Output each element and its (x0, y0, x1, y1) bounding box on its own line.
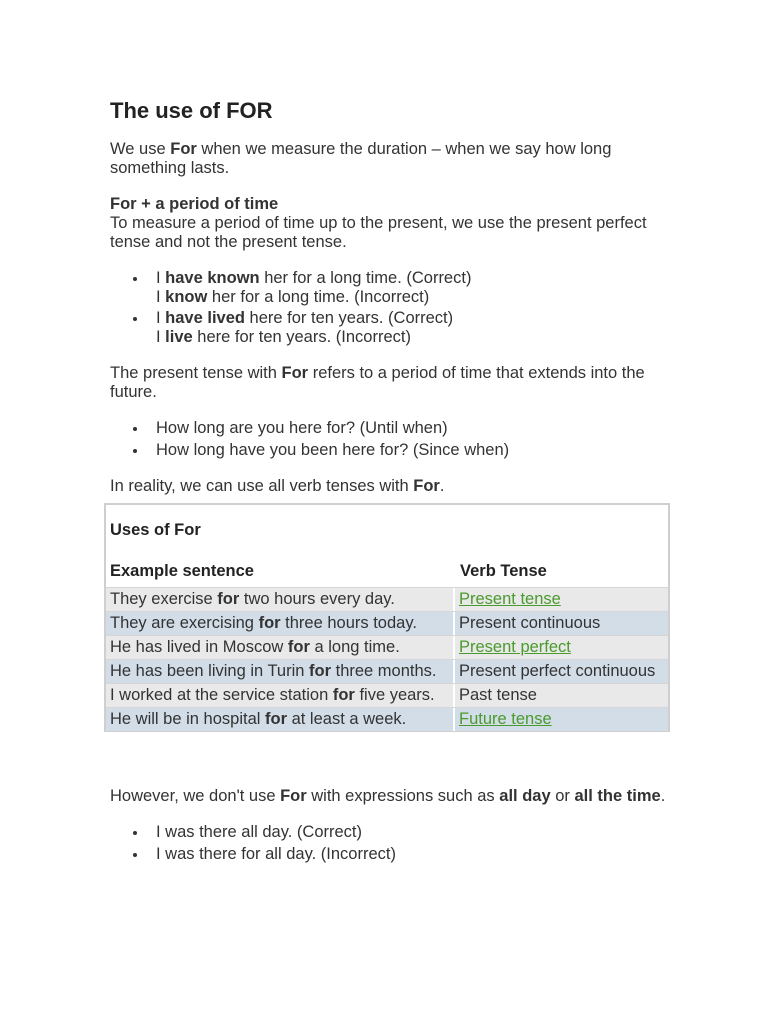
list-item: I was there for all day. (Incorrect) (156, 845, 670, 864)
example-cell: He will be in hospital for at least a week. (106, 708, 455, 731)
table-caption: Uses of For (110, 521, 201, 539)
intro-paragraph: We use For when we measure the duration – when we say how long something lasts. (110, 140, 612, 177)
table-row (106, 611, 668, 635)
tense-link[interactable]: Future tense (459, 710, 552, 728)
tense-cell: Past tense (455, 684, 668, 707)
tense-cell (455, 708, 668, 731)
document-body-continued (110, 787, 670, 864)
tense-cell (455, 636, 668, 659)
tense-link[interactable]: Present perfect (459, 638, 571, 656)
example-cell: They are exercising for three hours today. (106, 612, 455, 635)
reality-paragraph: In reality, we can use all verb tenses with For. (110, 477, 445, 495)
list-item: I have known her for a long time. (Correct) I know her for a long time. (Incorrect) (156, 269, 670, 307)
table-row (106, 683, 668, 707)
table-header (106, 505, 668, 587)
table-row (106, 635, 668, 659)
list-item: How long have you been here for? (Since when) (156, 441, 670, 460)
uses-of-for-table (104, 503, 670, 732)
column-header-example: Example sentence (110, 562, 254, 580)
table-row (106, 587, 668, 611)
document-body (110, 98, 670, 496)
example-cell: I worked at the service station for five years. (106, 684, 455, 707)
example-list-all-day (110, 823, 670, 864)
table-row (106, 707, 668, 731)
list-item: I have lived here for ten years. (Correct) I live here for ten years. (Incorrect) (156, 309, 670, 347)
tense-link[interactable]: Present tense (459, 590, 561, 608)
list-item: I was there all day. (Correct) (156, 823, 670, 842)
example-list-questions (110, 419, 670, 460)
however-paragraph: However, we don't use For with expressions such as all day or all the time. (110, 787, 666, 805)
list-item: How long are you here for? (Until when) (156, 419, 670, 438)
tense-cell (455, 588, 668, 611)
example-cell: He has been living in Turin for three months. (106, 660, 455, 683)
example-list-tenses (110, 269, 670, 347)
tense-cell: Present perfect continuous (455, 660, 668, 683)
table-row (106, 659, 668, 683)
example-cell: He has lived in Moscow for a long time. (106, 636, 455, 659)
future-paragraph: The present tense with For refers to a period of time that extends into the future. (110, 364, 645, 401)
example-cell: They exercise for two hours every day. (106, 588, 455, 611)
section-paragraph: To measure a period of time up to the present, we use the present perfect tense and not the present tense. (110, 214, 647, 251)
section-heading: For + a period of time (110, 195, 279, 213)
page-title: The use of FOR (110, 98, 273, 123)
column-header-verb-tense: Verb Tense (460, 562, 547, 580)
tense-cell: Present continuous (455, 612, 668, 635)
